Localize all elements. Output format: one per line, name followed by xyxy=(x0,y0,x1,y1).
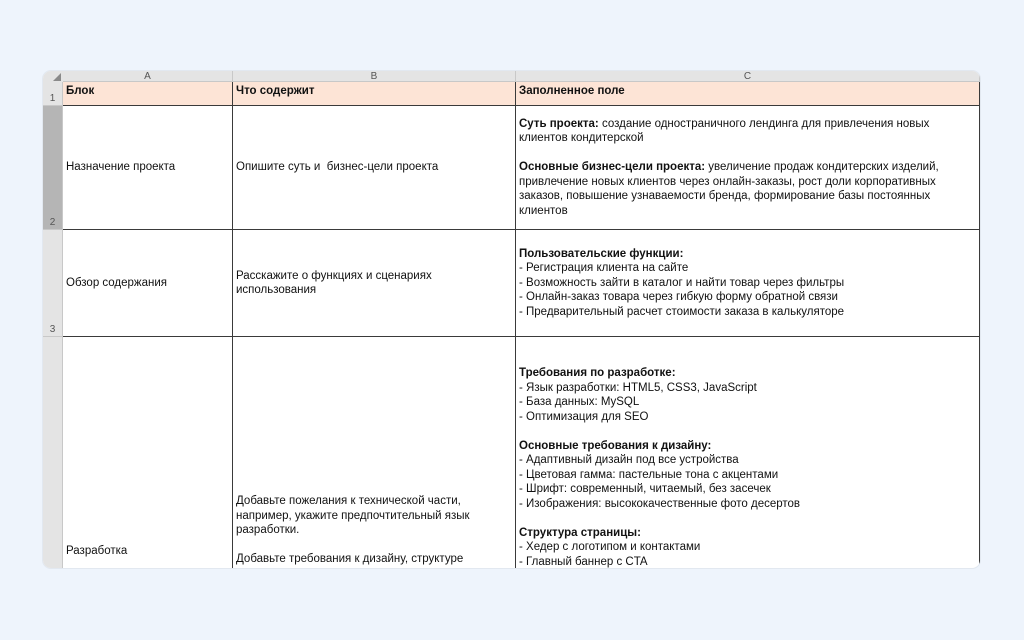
design-item: - Цветовая гамма: пастельные тона с акцентами xyxy=(519,468,779,481)
text-line: разработки. xyxy=(236,524,300,536)
column-header-b[interactable]: B xyxy=(233,71,516,82)
block-description: Опишите суть и бизнес-цели проекта xyxy=(236,161,439,174)
functions-title: Пользовательские функции: xyxy=(519,247,684,260)
cell-b3[interactable] xyxy=(233,230,516,337)
design-item: - Шрифт: современный, читаемый, без засечек xyxy=(519,483,771,495)
filled-content xyxy=(519,247,844,320)
row-header-4[interactable] xyxy=(43,337,63,568)
dev-item: - База данных: MySQL xyxy=(519,396,640,408)
text-line: заказов, повышение узнаваемости бренда, формирование базы постоянных xyxy=(519,190,931,203)
dev-item: - Оптимизация для SEO xyxy=(519,410,649,423)
block-name: Разработка xyxy=(66,545,128,557)
text-line: привлечение новых клиентов через онлайн-заказы, рост доли корпоративных xyxy=(519,175,936,188)
row-number: 2 xyxy=(49,217,56,228)
row-number: 3 xyxy=(49,324,56,335)
header-contains-label: Что содержит xyxy=(236,85,315,97)
cell-b1[interactable] xyxy=(233,82,516,106)
column-header-a[interactable]: A xyxy=(63,71,233,82)
column-header-c[interactable]: C xyxy=(516,71,980,82)
header-block-label: Блок xyxy=(66,85,95,97)
dev-title: Требования по разработке: xyxy=(519,367,676,379)
design-title: Основные требования к дизайну: xyxy=(519,439,712,452)
filled-content xyxy=(519,366,800,568)
dev-item: - Язык разработки: HTML5, CSS3, JavaScript xyxy=(519,381,757,394)
text-line: использования xyxy=(236,284,317,296)
cell-c1[interactable] xyxy=(516,82,980,106)
cell-a1[interactable] xyxy=(63,82,233,106)
goals-line xyxy=(519,160,939,175)
header-filled-label: Заполненное поле xyxy=(519,85,625,97)
text-line: Добавьте требования к дизайну, структуре xyxy=(236,553,464,565)
cell-c2[interactable] xyxy=(516,106,980,230)
spreadsheet xyxy=(43,71,980,568)
cell-c4[interactable] xyxy=(516,337,980,568)
function-item: - Возможность зайти в каталог и найти товар через фильтры xyxy=(519,276,845,289)
cell-a2[interactable] xyxy=(63,106,233,230)
block-description xyxy=(236,494,470,567)
goals-text: увеличение продаж кондитерских изделий, xyxy=(705,161,939,174)
row-number: 1 xyxy=(49,93,56,104)
row-header-2[interactable] xyxy=(43,106,63,230)
function-item: - Онлайн-заказ товара через гибкую форму обратной связи xyxy=(519,291,838,304)
select-all-triangle-icon xyxy=(53,73,61,81)
essence-line xyxy=(519,117,939,132)
filled-content xyxy=(519,117,939,219)
cell-a3[interactable] xyxy=(63,230,233,337)
structure-item: - Главный баннер с CTA xyxy=(519,555,648,568)
goals-label: Основные бизнес-цели проекта: xyxy=(519,161,706,174)
block-name: Назначение проекта xyxy=(66,161,176,174)
function-item: - Предварительный расчет стоимости заказа в калькуляторе xyxy=(519,305,845,318)
essence-label: Суть проекта: xyxy=(519,117,599,130)
cell-c3[interactable] xyxy=(516,230,980,337)
block-name: Обзор содержания xyxy=(66,276,168,289)
structure-title: Структура страницы: xyxy=(519,526,641,539)
text-line: Расскажите о функциях и сценариях xyxy=(236,269,432,282)
text-line: клиентов кондитерской xyxy=(519,132,644,145)
text-line: например, укажите предпочтительный язык xyxy=(236,509,470,522)
row-header-1[interactable] xyxy=(43,82,63,106)
cell-a4[interactable] xyxy=(63,337,233,568)
text-line: Добавьте пожелания к технической части, xyxy=(236,495,461,507)
function-item: - Регистрация клиента на сайте xyxy=(519,262,689,275)
design-item: - Изображения: высококачественные фото десертов xyxy=(519,497,801,510)
design-item: - Адаптивный дизайн под все устройства xyxy=(519,454,739,466)
structure-item: - Хедер с логотипом и контактами xyxy=(519,541,701,553)
cell-b4[interactable] xyxy=(233,337,516,568)
essence-text: создание одностраничного лендинга для привлечения новых xyxy=(598,117,930,130)
cell-b2[interactable] xyxy=(233,106,516,230)
block-description xyxy=(236,269,432,298)
text-line: клиентов xyxy=(519,204,568,217)
row-header-3[interactable] xyxy=(43,230,63,337)
